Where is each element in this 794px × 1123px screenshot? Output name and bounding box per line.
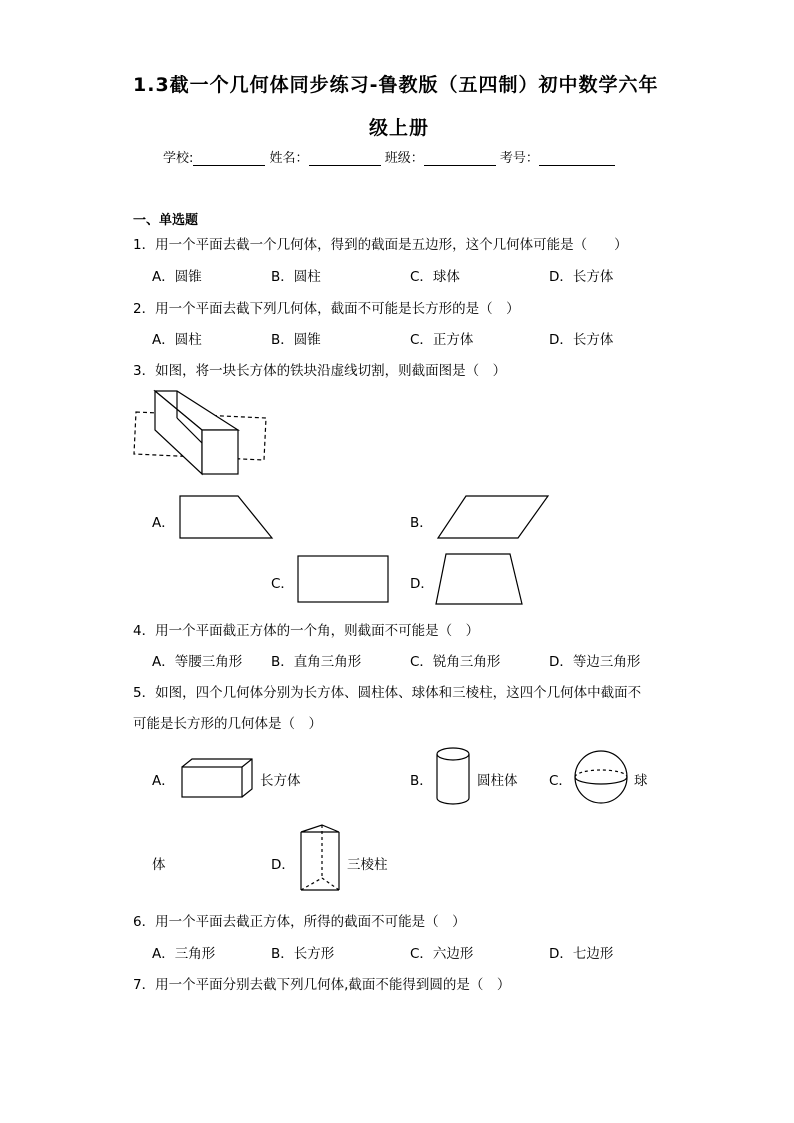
class-field[interactable] bbox=[424, 151, 496, 166]
q5-sphere-icon bbox=[573, 749, 631, 805]
q4-option-a[interactable]: A．等腰三角形 bbox=[152, 654, 243, 670]
question-3: 3．如图，将一块长方体的铁块沿虚线切割，则截面图是（ ） bbox=[133, 363, 507, 379]
q6-option-c[interactable]: C．六边形 bbox=[410, 946, 474, 962]
q3-option-b[interactable]: B． bbox=[410, 515, 433, 531]
q4-option-b[interactable]: B．直角三角形 bbox=[271, 654, 362, 670]
q3-option-a-shape bbox=[178, 494, 278, 542]
q5-option-d-label: 三棱柱 bbox=[347, 857, 388, 873]
class-label: 班级： bbox=[384, 151, 424, 166]
name-field[interactable] bbox=[309, 151, 381, 166]
q5-option-d[interactable]: D． bbox=[271, 857, 295, 873]
section-heading: 一、单选题 bbox=[133, 213, 199, 228]
q2-option-d[interactable]: D．长方体 bbox=[549, 332, 614, 348]
page-title: 1.3截一个几何体同步练习-鲁教版（五四制）初中数学六年 bbox=[133, 74, 659, 96]
q5-cuboid-icon bbox=[180, 757, 256, 801]
name-label: 姓名： bbox=[269, 151, 309, 166]
q1-option-b[interactable]: B．圆柱 bbox=[271, 269, 321, 285]
q5-prism-icon bbox=[298, 822, 342, 894]
school-field[interactable] bbox=[193, 151, 265, 166]
q5-cylinder-icon bbox=[434, 746, 474, 808]
q3-option-d-shape bbox=[434, 552, 526, 608]
q5-option-b[interactable]: B． bbox=[410, 773, 433, 789]
info-line bbox=[163, 147, 615, 166]
question-7: 7．用一个平面分别去截下列几何体,截面不能得到圆的是（ ） bbox=[133, 977, 511, 993]
q5-option-c-label-2: 体 bbox=[152, 857, 166, 873]
q5-option-b-label: 圆柱体 bbox=[477, 773, 518, 789]
question-1: 1．用一个平面去截一个几何体，得到的截面是五边形，这个几何体可能是（ ） bbox=[133, 237, 628, 253]
q5-option-c-label-1: 球 bbox=[634, 773, 648, 789]
q3-option-c-shape bbox=[296, 554, 392, 606]
q3-option-b-shape bbox=[436, 494, 552, 542]
q4-option-c[interactable]: C．锐角三角形 bbox=[410, 654, 501, 670]
q6-option-a[interactable]: A．三角形 bbox=[152, 946, 216, 962]
exam-no-field[interactable] bbox=[539, 151, 615, 166]
q1-option-d[interactable]: D．长方体 bbox=[549, 269, 614, 285]
question-5-line-2: 可能是长方形的几何体是（ ） bbox=[133, 716, 322, 732]
q2-option-a[interactable]: A．圆柱 bbox=[152, 332, 202, 348]
q3-option-a[interactable]: A． bbox=[152, 515, 175, 531]
q4-option-d[interactable]: D．等边三角形 bbox=[549, 654, 641, 670]
q5-option-a-label: 长方体 bbox=[260, 773, 301, 789]
q1-option-a[interactable]: A．圆锥 bbox=[152, 269, 202, 285]
q5-option-a[interactable]: A． bbox=[152, 773, 175, 789]
school-label: 学校: bbox=[163, 151, 194, 166]
q3-option-d[interactable]: D． bbox=[410, 576, 434, 592]
question-2: 2．用一个平面去截下列几何体，截面不可能是长方形的是（ ） bbox=[133, 301, 520, 317]
q1-option-c[interactable]: C．球体 bbox=[410, 269, 460, 285]
q2-option-c[interactable]: C．正方体 bbox=[410, 332, 474, 348]
q2-option-b[interactable]: B．圆锥 bbox=[271, 332, 321, 348]
exam-no-label: 考号： bbox=[499, 151, 539, 166]
page-title-continued: 级上册 bbox=[369, 117, 430, 139]
q6-option-b[interactable]: B．长方形 bbox=[271, 946, 335, 962]
q3-option-c[interactable]: C． bbox=[271, 576, 294, 592]
q5-option-c[interactable]: C． bbox=[549, 773, 572, 789]
q3-cuboid-figure bbox=[130, 388, 270, 478]
question-4: 4．用一个平面截正方体的一个角，则截面不可能是（ ） bbox=[133, 623, 480, 639]
q6-option-d[interactable]: D．七边形 bbox=[549, 946, 614, 962]
question-5-line-1: 5．如图，四个几何体分别为长方体、圆柱体、球体和三棱柱，这四个几何体中截面不 bbox=[133, 685, 642, 701]
question-6: 6．用一个平面去截正方体，所得的截面不可能是（ ） bbox=[133, 914, 466, 930]
